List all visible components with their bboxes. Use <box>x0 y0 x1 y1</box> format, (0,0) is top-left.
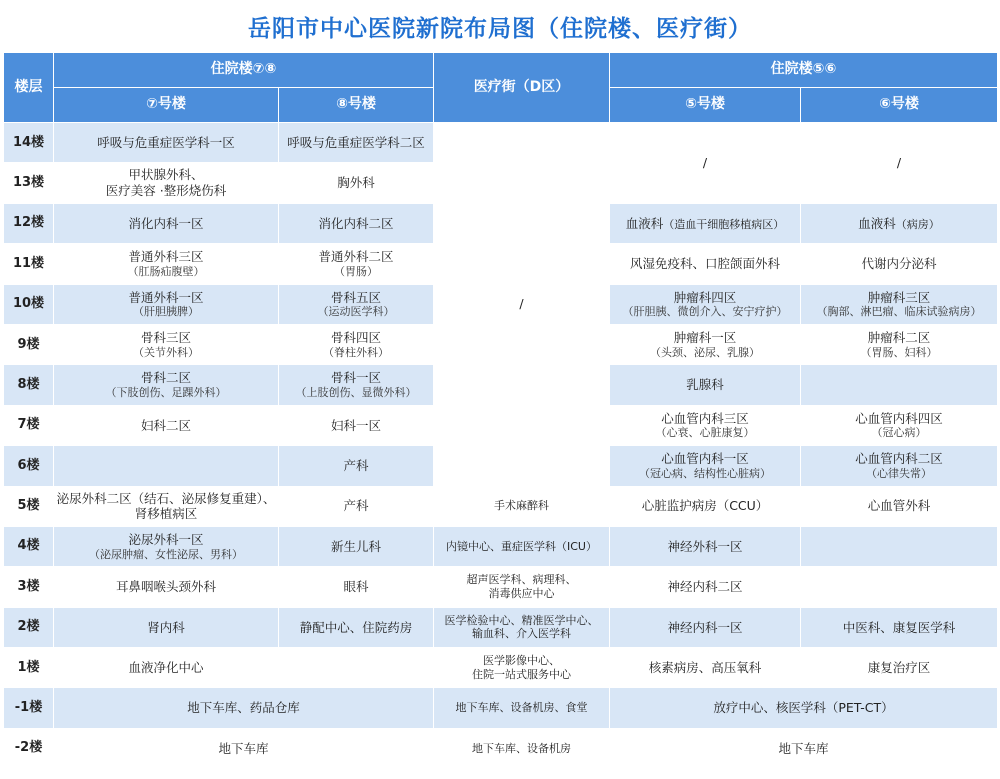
cell-b6-empty: / <box>801 123 998 204</box>
cell-main: 骨科一区 <box>330 370 381 386</box>
header-building-56: 住院楼⑤⑥ <box>610 53 998 88</box>
cell-main: 普通外科二区 <box>318 249 394 265</box>
floor-label: -1楼 <box>4 688 54 728</box>
cell-main: 骨科五区 <box>330 289 381 305</box>
cell-note: （胸部、淋巴瘤、临床试验病房） <box>816 305 982 319</box>
cell-b8: 静配中心、住院药房 <box>279 607 434 647</box>
floor-label: 1楼 <box>4 648 54 688</box>
floor-label: 5楼 <box>4 486 54 526</box>
cell-b6 <box>801 567 998 607</box>
cell-note: （下肢创伤、足踝外科） <box>105 385 227 399</box>
cell-note: （病房） <box>895 217 940 231</box>
floor-label: 4楼 <box>4 526 54 566</box>
header-building-8: ⑧号楼 <box>279 88 434 123</box>
cell-b5 <box>610 203 801 243</box>
header-building-5: ⑤号楼 <box>610 88 801 123</box>
cell-b8: 产科 <box>279 486 434 526</box>
cell-b5: 核素病房、高压氧科 <box>610 648 801 688</box>
cell-street: 地下车库、设备机房 <box>434 728 610 768</box>
table-row <box>4 728 998 768</box>
cell-line: 泌尿外科二区（结石、泌尿修复重建）、 <box>56 490 276 506</box>
cell-b8 <box>279 324 434 364</box>
cell-note: （肝胆胰脾） <box>133 305 199 319</box>
cell-main: 肿瘤科二区 <box>867 329 931 345</box>
cell-b7: 妇科二区 <box>54 405 279 445</box>
cell-main: 心血管内科二区 <box>855 451 943 467</box>
table-row <box>4 526 998 566</box>
cell-main: 肿瘤科四区 <box>673 289 737 305</box>
cell-b7: 肾内科 <box>54 607 279 647</box>
cell-b6: 代谢内分泌科 <box>801 244 998 284</box>
cell-note: （冠心病） <box>871 426 927 440</box>
cell-b7: 耳鼻咽喉头颈外科 <box>54 567 279 607</box>
cell-note: （肛肠疝腹壁） <box>127 264 205 278</box>
cell-b5 <box>610 284 801 324</box>
cell-main: 心血管内科四区 <box>855 410 943 426</box>
cell-b6 <box>801 446 998 486</box>
cell-note: （心律失常） <box>866 466 932 480</box>
cell-b8: 呼吸与危重症医学科二区 <box>279 123 434 163</box>
cell-b5: 风湿免疫科、口腔颌面外科 <box>610 244 801 284</box>
cell-main: 肿瘤科一区 <box>673 329 737 345</box>
cell-b5: 神经内科一区 <box>610 607 801 647</box>
floor-label: 9楼 <box>4 324 54 364</box>
table-row <box>4 567 998 607</box>
header-building-6: ⑥号楼 <box>801 88 998 123</box>
floor-label: -2楼 <box>4 728 54 768</box>
cell-note: （冠心病、结构性心脏病） <box>639 466 771 480</box>
floor-label: 8楼 <box>4 365 54 405</box>
cell-main: 心血管内科三区 <box>661 410 749 426</box>
table-row <box>4 688 998 728</box>
cell-b7 <box>54 163 279 203</box>
cell-b5: 乳腺科 <box>610 365 801 405</box>
cell-b7: 血液净化中心 <box>54 648 279 688</box>
cell-b6: 心血管外科 <box>801 486 998 526</box>
cell-note: （头颈、泌尿、乳腺） <box>650 345 760 359</box>
cell-street <box>434 607 610 647</box>
cell-b8 <box>279 244 434 284</box>
cell-b7 <box>54 486 279 526</box>
cell-b78: 地下车库 <box>54 728 434 768</box>
cell-b8: 妇科一区 <box>279 405 434 445</box>
cell-note: （脊柱外科） <box>323 345 389 359</box>
cell-b7 <box>54 526 279 566</box>
cell-note: （上肢创伤、显微外科） <box>295 385 417 399</box>
cell-line: 医学影像中心、 <box>483 654 560 668</box>
cell-note: （关节外科） <box>133 345 199 359</box>
cell-main: 血液科 <box>625 215 664 231</box>
header-building-78: 住院楼⑦⑧ <box>54 53 434 88</box>
cell-b7 <box>54 284 279 324</box>
cell-b5 <box>610 405 801 445</box>
cell-b6: 康复治疗区 <box>801 648 998 688</box>
cell-note: （肝胆胰、微创介入、安宁疗护） <box>622 305 788 319</box>
cell-note: （泌尿肿瘤、女性泌尿、男科） <box>89 547 243 561</box>
cell-b6 <box>801 324 998 364</box>
cell-b6 <box>801 405 998 445</box>
header-medical-street: 医疗街（D区） <box>434 53 610 123</box>
cell-main: 泌尿外科一区 <box>128 531 204 547</box>
cell-b7 <box>54 244 279 284</box>
cell-street <box>434 567 610 607</box>
floor-label: 11楼 <box>4 244 54 284</box>
floor-label: 7楼 <box>4 405 54 445</box>
cell-main: 普通外科一区 <box>128 289 204 305</box>
cell-b5: 心脏监护病房（CCU） <box>610 486 801 526</box>
table-row <box>4 486 998 526</box>
cell-b56: 放疗中心、核医学科（PET-CT） <box>610 688 998 728</box>
floor-label: 12楼 <box>4 203 54 243</box>
cell-b7 <box>54 446 279 486</box>
cell-b7: 消化内科一区 <box>54 203 279 243</box>
floor-label: 6楼 <box>4 446 54 486</box>
cell-line: 肾移植病区 <box>134 506 198 522</box>
cell-line: 医学检验中心、精准医学中心、 <box>444 613 599 627</box>
layout-table <box>3 52 998 769</box>
cell-note: （造血干细胞移植病区） <box>663 217 785 231</box>
header-floor: 楼层 <box>4 53 54 123</box>
cell-street-empty: / <box>434 123 610 487</box>
cell-b8 <box>279 648 434 688</box>
floor-label: 2楼 <box>4 607 54 647</box>
floor-label: 14楼 <box>4 123 54 163</box>
cell-b7 <box>54 324 279 364</box>
cell-b8: 新生儿科 <box>279 526 434 566</box>
cell-line: 医疗美容 ·整形烧伤科 <box>105 183 227 199</box>
cell-main: 骨科二区 <box>140 370 191 386</box>
cell-main: 普通外科三区 <box>128 249 204 265</box>
cell-street: 内镜中心、重症医学科（ICU） <box>434 526 610 566</box>
cell-b8: 消化内科二区 <box>279 203 434 243</box>
floor-label: 3楼 <box>4 567 54 607</box>
cell-b5: 神经外科一区 <box>610 526 801 566</box>
cell-street: 地下车库、设备机房、食堂 <box>434 688 610 728</box>
cell-b7: 呼吸与危重症医学科一区 <box>54 123 279 163</box>
cell-b8: 眼科 <box>279 567 434 607</box>
cell-b8: 产科 <box>279 446 434 486</box>
cell-note: （运动医学科） <box>317 305 395 319</box>
cell-line: 甲状腺外科、 <box>128 167 204 183</box>
cell-main: 心血管内科一区 <box>661 451 749 467</box>
floor-label: 13楼 <box>4 163 54 203</box>
page-title: 岳阳市中心医院新院布局图（住院楼、医疗街） <box>248 15 752 42</box>
cell-street: 手术麻醉科 <box>434 486 610 526</box>
cell-street <box>434 648 610 688</box>
cell-main: 骨科四区 <box>330 329 381 345</box>
cell-line: 消毒供应中心 <box>488 586 555 600</box>
cell-b56: 地下车库 <box>610 728 998 768</box>
cell-line: 输血科、介入医学科 <box>472 627 571 641</box>
table-row <box>4 607 998 647</box>
cell-b8 <box>279 365 434 405</box>
cell-b8: 胸外科 <box>279 163 434 203</box>
cell-b8 <box>279 284 434 324</box>
cell-b6: 中医科、康复医学科 <box>801 607 998 647</box>
cell-b5 <box>610 324 801 364</box>
header-building-7: ⑦号楼 <box>54 88 279 123</box>
cell-b5: 神经内科二区 <box>610 567 801 607</box>
cell-b6 <box>801 526 998 566</box>
cell-line: 住院一站式服务中心 <box>472 667 571 681</box>
cell-b5 <box>610 446 801 486</box>
cell-b6 <box>801 365 998 405</box>
cell-b78: 地下车库、药品仓库 <box>54 688 434 728</box>
cell-line: 超声医学科、病理科、 <box>466 573 577 587</box>
table-row <box>4 123 998 163</box>
cell-b6 <box>801 203 998 243</box>
cell-b7 <box>54 365 279 405</box>
cell-b5-empty: / <box>610 123 801 204</box>
cell-note: （胃肠） <box>334 264 378 278</box>
cell-b6 <box>801 284 998 324</box>
table-row <box>4 648 998 688</box>
floor-label: 10楼 <box>4 284 54 324</box>
cell-main: 骨科三区 <box>140 329 191 345</box>
cell-main: 肿瘤科三区 <box>867 289 931 305</box>
cell-note: （胃肠、妇科） <box>860 345 938 359</box>
cell-note: （心衰、心脏康复） <box>655 426 755 440</box>
cell-main: 血液科 <box>858 215 896 231</box>
